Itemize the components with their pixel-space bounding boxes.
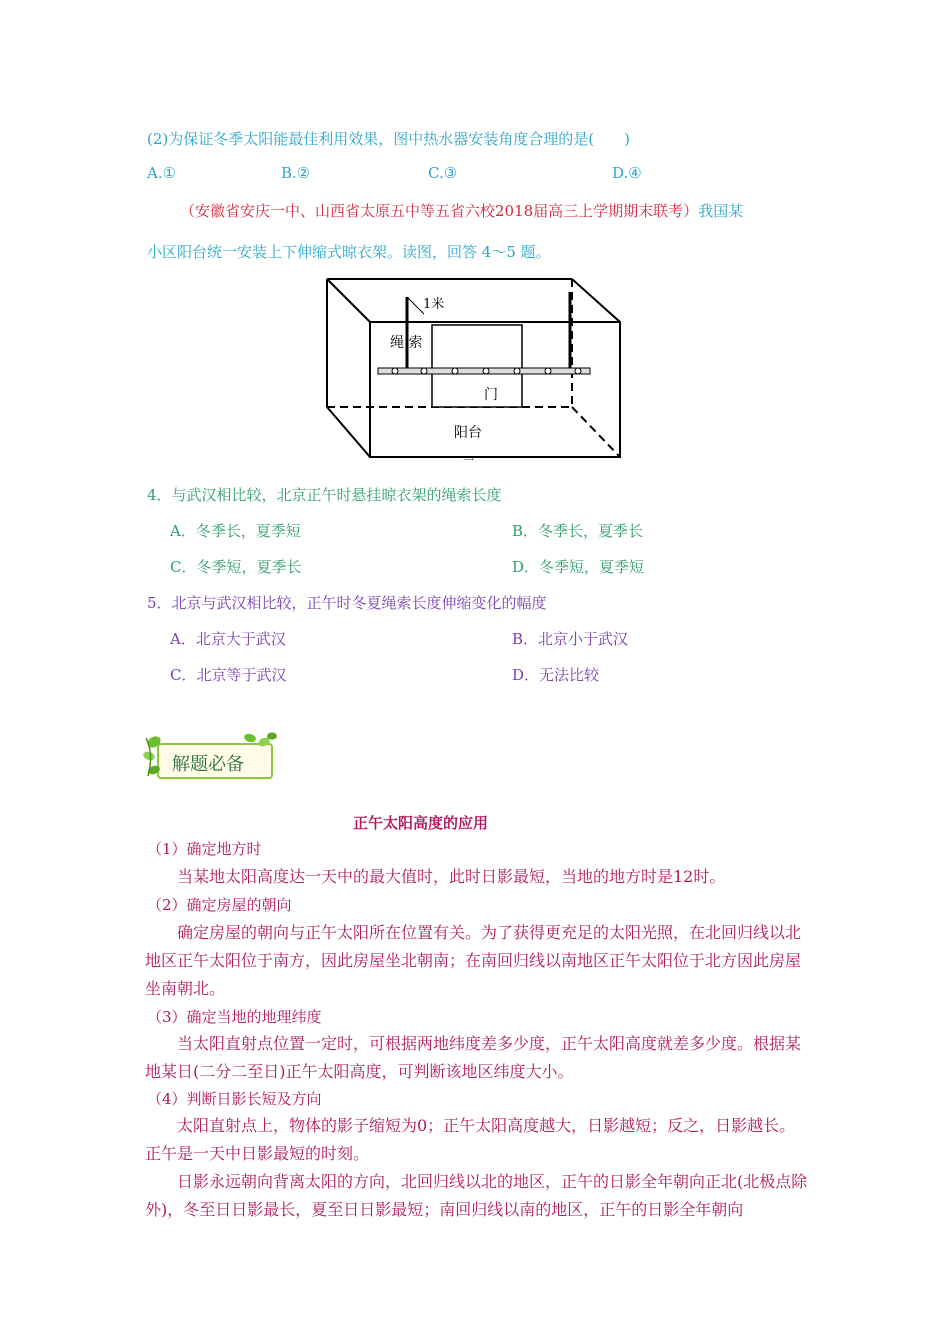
q4-option-c: C．冬季短，夏季长 bbox=[170, 558, 302, 576]
q5-option-c: C．北京等于武汉 bbox=[170, 666, 287, 684]
q4-stem: 4．与武汉相比较，北京正午时悬挂晾衣架的绳索长度 bbox=[147, 486, 502, 504]
q5-option-b: B．北京小于武汉 bbox=[512, 630, 629, 648]
banner-label: 解题必备 bbox=[172, 754, 244, 775]
paragraph-2-text: 确定房屋的朝向与正午太阳所在位置有关。为了获得更充足的太阳光照，在北回归线以北地区正午太阳位于南方，因此房屋坐北朝南；在南回归线以南地区正午太阳位于北方因此房屋坐南朝北。 bbox=[145, 923, 802, 998]
source-text-after: 我国某 bbox=[698, 202, 744, 220]
q2-stem: (2)为保证冬季太阳能最佳利用效果，图中热水器安装角度合理的是( ) bbox=[147, 130, 630, 148]
figure-label-balcony: 阳台 bbox=[454, 425, 482, 441]
paragraph-4 bbox=[145, 1112, 810, 1168]
q2-option-a: A.① bbox=[147, 164, 177, 182]
q4-option-a: A．冬季长，夏季短 bbox=[170, 522, 301, 540]
paragraph-5-text: 日影永远朝向背离太阳的方向，北回归线以北的地区，正午的日影全年朝向正北(北极点除外)，冬至日日影最长，夏至日日影最短；南回归线以南的地区，正午的日影全年朝向 bbox=[145, 1172, 808, 1219]
figure-label-1m: 1米 bbox=[423, 297, 445, 312]
q4-option-d: D．冬季短，夏季短 bbox=[512, 558, 645, 576]
source-line-2: 小区阳台统一安装上下伸缩式晾衣架。读图，回答 4～5 题。 bbox=[147, 243, 551, 261]
q5-option-d: D．无法比较 bbox=[512, 666, 600, 684]
q5-option-a: A．北京大于武汉 bbox=[170, 630, 286, 648]
source-line bbox=[180, 200, 743, 221]
q2-option-d: D.④ bbox=[612, 164, 642, 182]
paragraph-3-text: 当太阳直射点位置一定时，可根据两地纬度差多少度，正午太阳高度就差多少度。根据某地某日(二分二至日)正午太阳高度，可判断该地区纬度大小。 bbox=[145, 1034, 802, 1081]
paragraph-4-text: 太阳直射点上，物体的影子缩短为0；正午太阳高度越大，日影越短；反之，日影越长。正午是一天中日影最短的时刻。 bbox=[145, 1116, 796, 1163]
heading-1: （1）确定地方时 bbox=[147, 840, 262, 858]
q2-option-b: B.② bbox=[281, 164, 311, 182]
heading-4: （4）判断日影长短及方向 bbox=[147, 1090, 322, 1108]
paragraph-5 bbox=[145, 1168, 810, 1224]
figure-label-door: 门 bbox=[484, 387, 498, 403]
paragraph-1-text: 当某地太阳高度达一天中的最大值时，此时日影最短，当地的地方时是12时。 bbox=[177, 867, 726, 886]
paragraph-2 bbox=[145, 919, 810, 1003]
source-tag: （安徽省安庆一中、山西省太原五中等五省六校2018届高三上学期期末联考） bbox=[180, 202, 699, 220]
figure-label-bottom: 一 bbox=[463, 454, 474, 467]
q5-stem: 5．北京与武汉相比较，正午时冬夏绳索长度伸缩变化的幅度 bbox=[147, 594, 547, 612]
section-title: 正午太阳高度的应用 bbox=[353, 814, 489, 832]
q2-option-c: C.③ bbox=[428, 164, 458, 182]
paragraph-3 bbox=[145, 1030, 810, 1086]
q4-option-b: B．冬季长，夏季长 bbox=[512, 522, 644, 540]
figure-label-rope: 绳 索 bbox=[390, 335, 423, 351]
heading-3: （3）确定当地的地理纬度 bbox=[147, 1008, 322, 1026]
heading-2: （2）确定房屋的朝向 bbox=[147, 896, 292, 914]
paragraph-1 bbox=[145, 863, 810, 891]
